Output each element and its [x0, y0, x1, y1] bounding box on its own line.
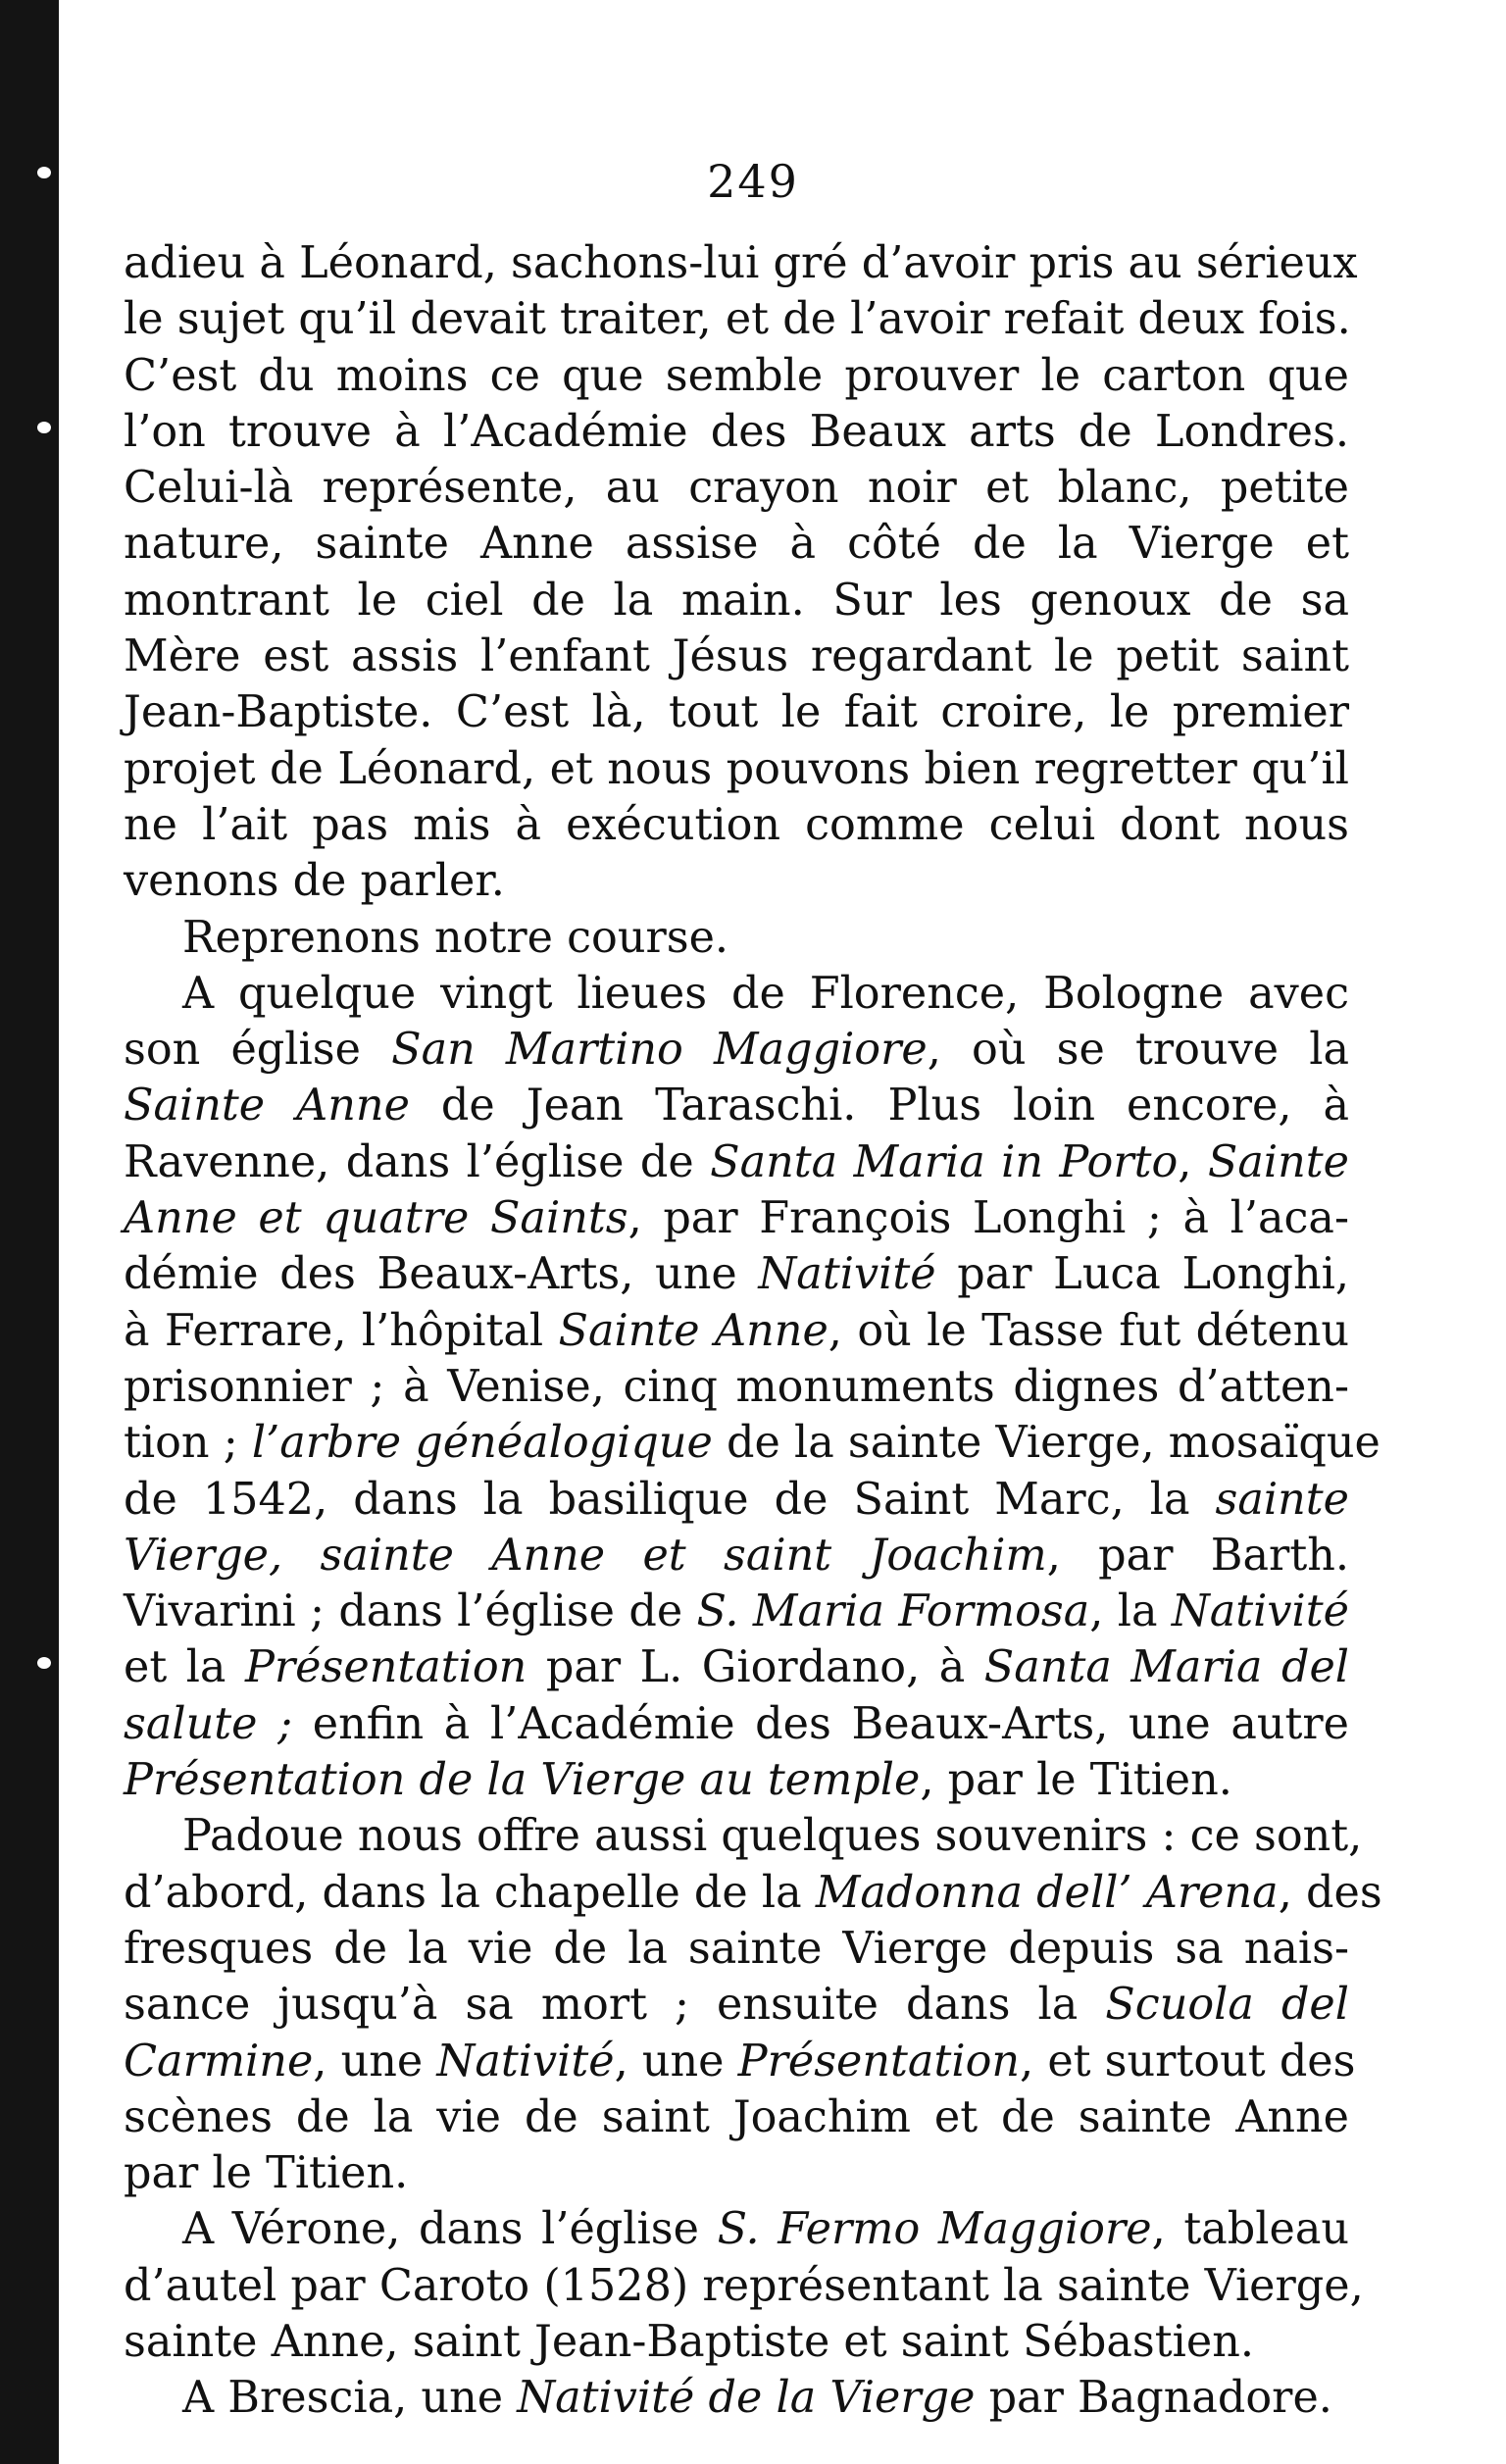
- italic-title: salute ;: [124, 1698, 293, 1749]
- text-run: ne l’ait pas mis à exécution comme celui dont nous: [124, 799, 1349, 850]
- text-line: [124, 1921, 1349, 1977]
- text-run: , des: [1278, 1867, 1382, 1918]
- text-run: par L. Giordano, à: [527, 1642, 984, 1693]
- text-run: venons de parler.: [124, 856, 505, 907]
- italic-title: S. Maria Formosa: [696, 1586, 1090, 1637]
- text-line: [124, 2089, 1349, 2145]
- text-run: enfin à l’Académie des Beaux-Arts, une autre: [292, 1698, 1350, 1749]
- text-run: Reprenons notre course.: [182, 912, 729, 963]
- text-run: ,: [1178, 1136, 1208, 1187]
- text-line: [124, 1190, 1349, 1246]
- text-run: Jean-Baptiste. C’est là, tout le fait croire, le premier: [124, 687, 1349, 738]
- text-run: Vivarini ; dans l’église de: [124, 1586, 697, 1637]
- text-run: Ravenne, dans l’église de: [124, 1136, 711, 1187]
- italic-title: Anne et quatre Saints: [124, 1193, 628, 1244]
- italic-title: Santa Maria del: [983, 1642, 1350, 1693]
- text-run: le sujet qu’il devait traiter, et de l’avoir refait deux fois.: [124, 294, 1351, 345]
- text-run: à Ferrare, l’hôpital: [124, 1305, 559, 1356]
- text-line: [124, 1696, 1349, 1752]
- text-run: , par Barth.: [1046, 1530, 1350, 1581]
- italic-title: Nativité de la Vierge: [517, 2373, 976, 2424]
- text-line: [124, 1303, 1349, 1359]
- text-line: [124, 741, 1349, 797]
- italic-title: Sainte Anne: [124, 1081, 410, 1131]
- text-run: scènes de la vie de saint Joachim et de sainte Anne: [124, 2091, 1349, 2142]
- text-line: [124, 2145, 1349, 2201]
- text-run: l’on trouve à l’Académie des Beaux arts de Londres.: [124, 406, 1349, 457]
- text-run: sainte Anne, saint Jean-Baptiste et saint Sébastien.: [124, 2316, 1255, 2367]
- text-line: [124, 1134, 1349, 1190]
- text-line: [124, 2034, 1356, 2089]
- text-run: démie des Beaux-Arts, une: [124, 1249, 759, 1300]
- text-line: [124, 460, 1349, 516]
- text-line: [124, 1078, 1349, 1133]
- text-run: par Luca Longhi,: [935, 1249, 1349, 1300]
- text-run: d’autel par Caroto (1528) représentant la sainte Vierge,: [124, 2260, 1364, 2311]
- text-line: [124, 1977, 1349, 2033]
- text-run: montrant le ciel de la main. Sur les genoux de sa: [124, 575, 1349, 626]
- text-run: nature, sainte Anne assise à côté de la Vierge et: [124, 519, 1349, 570]
- text-line: [124, 1472, 1349, 1528]
- italic-title: Sainte: [1207, 1136, 1349, 1187]
- text-line: [124, 1808, 1363, 1864]
- text-run: , tableau: [1151, 2204, 1350, 2255]
- text-run: , une: [614, 2036, 738, 2087]
- text-run: , et surtout des: [1020, 2036, 1356, 2087]
- text-line: [124, 966, 1349, 1022]
- text-line: [124, 1752, 1349, 1808]
- text-run: A quelque vingt lieues de Florence, Bologne avec: [182, 968, 1349, 1019]
- italic-title: Madonna dell’ Arena: [815, 1867, 1279, 1918]
- italic-title: Vierge, sainte Anne et saint Joachim: [124, 1530, 1047, 1581]
- binding-mark: [37, 1657, 51, 1669]
- text-run: Mère est assis l’enfant Jésus regardant le petit saint: [124, 631, 1349, 682]
- text-run: , par François Longhi ; à l’aca-: [628, 1193, 1349, 1244]
- text-line: [124, 291, 1349, 347]
- text-line: [124, 1022, 1349, 1078]
- text-run: de 1542, dans la basilique de Saint Marc, la: [124, 1474, 1216, 1525]
- text-run: , la: [1089, 1586, 1172, 1637]
- italic-title: Scuola del: [1105, 1980, 1349, 2031]
- page-binding-edge: [0, 0, 59, 2464]
- text-line: [124, 629, 1349, 684]
- text-run: Padoue nous offre aussi quelques souvenirs : ce sont,: [182, 1811, 1363, 1862]
- text-line: [124, 684, 1349, 740]
- italic-title: S. Fermo Maggiore: [717, 2204, 1152, 2255]
- italic-title: Sainte Anne: [558, 1305, 828, 1356]
- text-line: [124, 2314, 1349, 2370]
- text-run: son église: [124, 1025, 392, 1076]
- text-line: [124, 235, 1358, 291]
- italic-title: sainte: [1215, 1474, 1349, 1525]
- text-run: tion ;: [124, 1418, 252, 1469]
- text-line: [124, 1865, 1382, 1921]
- text-run: , par le Titien.: [920, 1755, 1232, 1806]
- text-run: adieu à Léonard, sachons-lui gré d’avoir pris au sérieux: [124, 238, 1358, 288]
- italic-title: Présentation: [244, 1642, 527, 1693]
- text-run: A Vérone, dans l’église: [182, 2204, 718, 2255]
- text-line: [124, 1359, 1349, 1415]
- text-run: C’est du moins ce que semble prouver le carton que: [124, 350, 1349, 401]
- text-line: [124, 1528, 1349, 1584]
- text-line: [124, 516, 1349, 572]
- text-line: [124, 1415, 1380, 1471]
- text-run: , une: [313, 2036, 437, 2087]
- italic-title: Présentation: [737, 2036, 1021, 2087]
- text-line: [124, 348, 1349, 404]
- italic-title: Nativité: [436, 2036, 615, 2087]
- text-run: , où le Tasse fut détenu: [828, 1305, 1350, 1356]
- text-line: [124, 404, 1349, 460]
- text-run: par Bagnadore.: [975, 2373, 1332, 2424]
- text-line: [124, 2258, 1364, 2314]
- text-run: d’abord, dans la chapelle de la: [124, 1867, 816, 1918]
- text-run: Celui-là représente, au crayon noir et blanc, petite: [124, 463, 1349, 514]
- text-line: [124, 1639, 1349, 1695]
- italic-title: Nativité: [758, 1249, 936, 1300]
- text-line: [124, 797, 1349, 853]
- text-run: de Jean Taraschi. Plus loin encore, à: [409, 1081, 1350, 1131]
- body-text: [124, 235, 1382, 2427]
- italic-title: Carmine: [124, 2036, 314, 2087]
- text-line: [124, 910, 1349, 966]
- text-run: sance jusqu’à sa mort ; ensuite dans la: [124, 1980, 1106, 2031]
- italic-title: San Martino Maggiore: [391, 1025, 928, 1076]
- italic-title: Présentation de la Vierge au temple: [124, 1755, 921, 1806]
- text-run: par le Titien.: [124, 2148, 409, 2199]
- text-run: projet de Léonard, et nous pouvons bien regretter qu’il: [124, 743, 1349, 794]
- text-run: de la sainte Vierge, mosaïque: [712, 1418, 1380, 1469]
- text-line: [124, 2201, 1349, 2257]
- text-run: et la: [124, 1642, 245, 1693]
- text-line: [124, 853, 1349, 909]
- italic-title: l’arbre généalogique: [251, 1418, 713, 1469]
- text-line: [124, 2370, 1349, 2426]
- text-run: fresques de la vie de la sainte Vierge depuis sa nais-: [124, 1923, 1349, 1974]
- italic-title: Nativité: [1171, 1586, 1350, 1637]
- text-run: , où se trouve la: [927, 1025, 1349, 1076]
- page-number: 249: [707, 155, 799, 208]
- text-run: A Brescia, une: [182, 2373, 518, 2424]
- italic-title: Santa Maria in Porto: [710, 1136, 1179, 1187]
- binding-mark: [37, 422, 51, 433]
- text-line: [124, 1246, 1349, 1302]
- text-line: [124, 573, 1349, 629]
- text-line: [124, 1584, 1349, 1639]
- text-run: prisonnier ; à Venise, cinq monuments dignes d’atten-: [124, 1361, 1349, 1412]
